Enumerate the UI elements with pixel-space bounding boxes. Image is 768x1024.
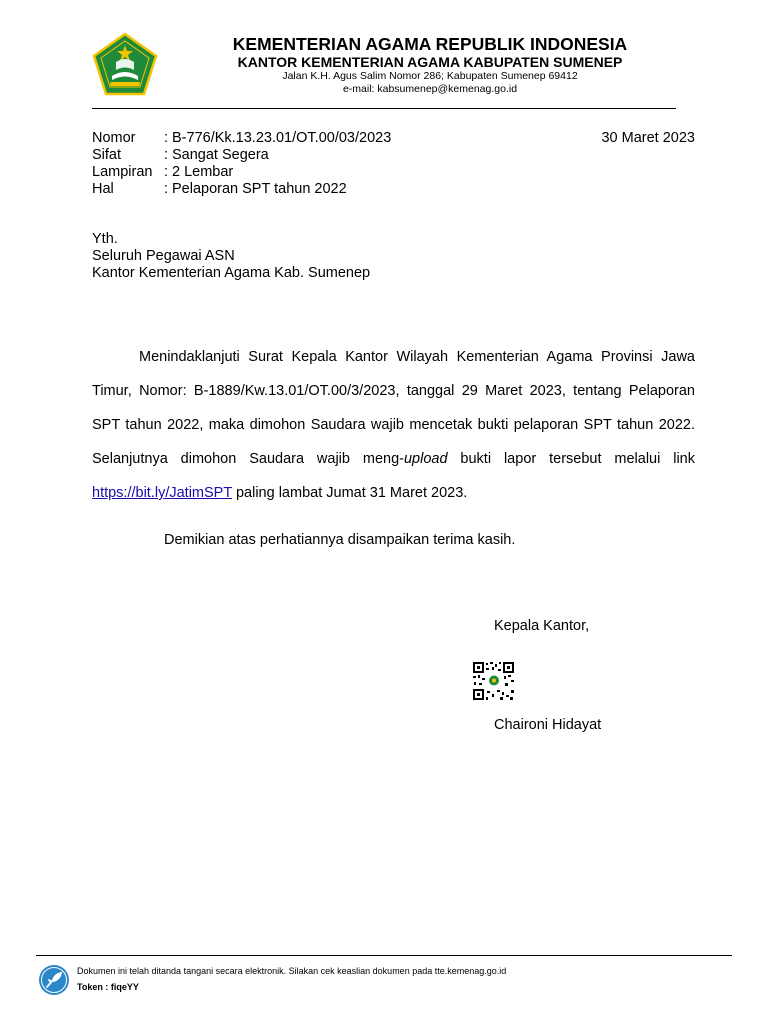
meta-lampiran-value: 2 Lembar [172,164,234,180]
verification-icon [38,964,70,996]
recipient-line2: Kantor Kementerian Agama Kab. Sumenep [92,265,371,281]
header-ministry: KEMENTERIAN AGAMA REPUBLIK INDONESIA [232,34,628,54]
body-text-1: Menindaklanjuti Surat Kepala Kantor Wilayah Kementerian Agama Provinsi Jawa Timur, Nomor: B-1889/Kw.13.01/OT.00/3/2023, tanggal 29 Maret 2023, tentang Pelaporan SPT tahun 2022, maka dimohon Saudara wajib mencetak bukti pelaporan SPT tahun 2022. Selanjutnya dimohon Saudara wajib meng- [92,349,695,467]
letter-body [92,340,695,510]
kemenag-logo [92,32,158,98]
meta-hal [92,181,391,198]
meta-nomor-value: B-776/Kk.13.23.01/OT.00/03/2023 [172,130,392,146]
signature-title: Kepala Kantor, [494,618,590,634]
header-email: e-mail: kabsumenep@kemenag.go.id [342,83,518,95]
meta-separator: : [164,164,169,180]
signer-name: Chaironi Hidayat [494,717,602,733]
header-divider [92,108,676,109]
meta-sifat [92,147,391,164]
meta-lampiran [92,164,391,181]
meta-nomor [92,130,391,147]
footer-divider [36,955,732,956]
closing-text: Demikian atas perhatiannya disampaikan terima kasih. [164,532,516,548]
verification-token: Token : fiqeYY [77,982,139,992]
meta-separator: : [164,130,169,146]
e-signature-notice: Dokumen ini telah ditanda tangani secara elektronik. Silakan cek keaslian dokumen pada tte.kemenag.go.id [77,966,507,976]
body-text-3: paling lambat Jumat 31 Maret 2023. [231,485,468,501]
meta-hal-value: Pelaporan SPT tahun 2022 [172,181,347,197]
spt-upload-link[interactable]: https://bit.ly/JatimSPT [92,485,232,501]
body-italic-upload: upload [403,451,448,467]
recipient-greeting: Yth. [92,231,118,247]
meta-nomor-label: Nomor [92,130,136,146]
recipient-block [92,231,370,282]
recipient-line1: Seluruh Pegawai ASN [92,248,235,264]
letter-date: 30 Maret 2023 [601,130,695,146]
meta-sifat-value: Sangat Segera [172,147,269,163]
meta-separator: : [164,147,169,163]
meta-sifat-label: Sifat [92,147,122,163]
meta-separator: : [164,181,169,197]
letter-meta [92,130,391,198]
header-office: KANTOR KEMENTERIAN AGAMA KABUPATEN SUMENEP [237,54,623,70]
meta-lampiran-label: Lampiran [92,164,153,180]
header-address: Jalan K.H. Agus Salim Nomor 286; Kabupaten Sumenep 69412 [282,70,578,82]
signature-qr-code [472,661,515,701]
body-text-2: bukti lapor tersebut melalui link [447,451,695,467]
meta-hal-label: Hal [92,181,114,197]
